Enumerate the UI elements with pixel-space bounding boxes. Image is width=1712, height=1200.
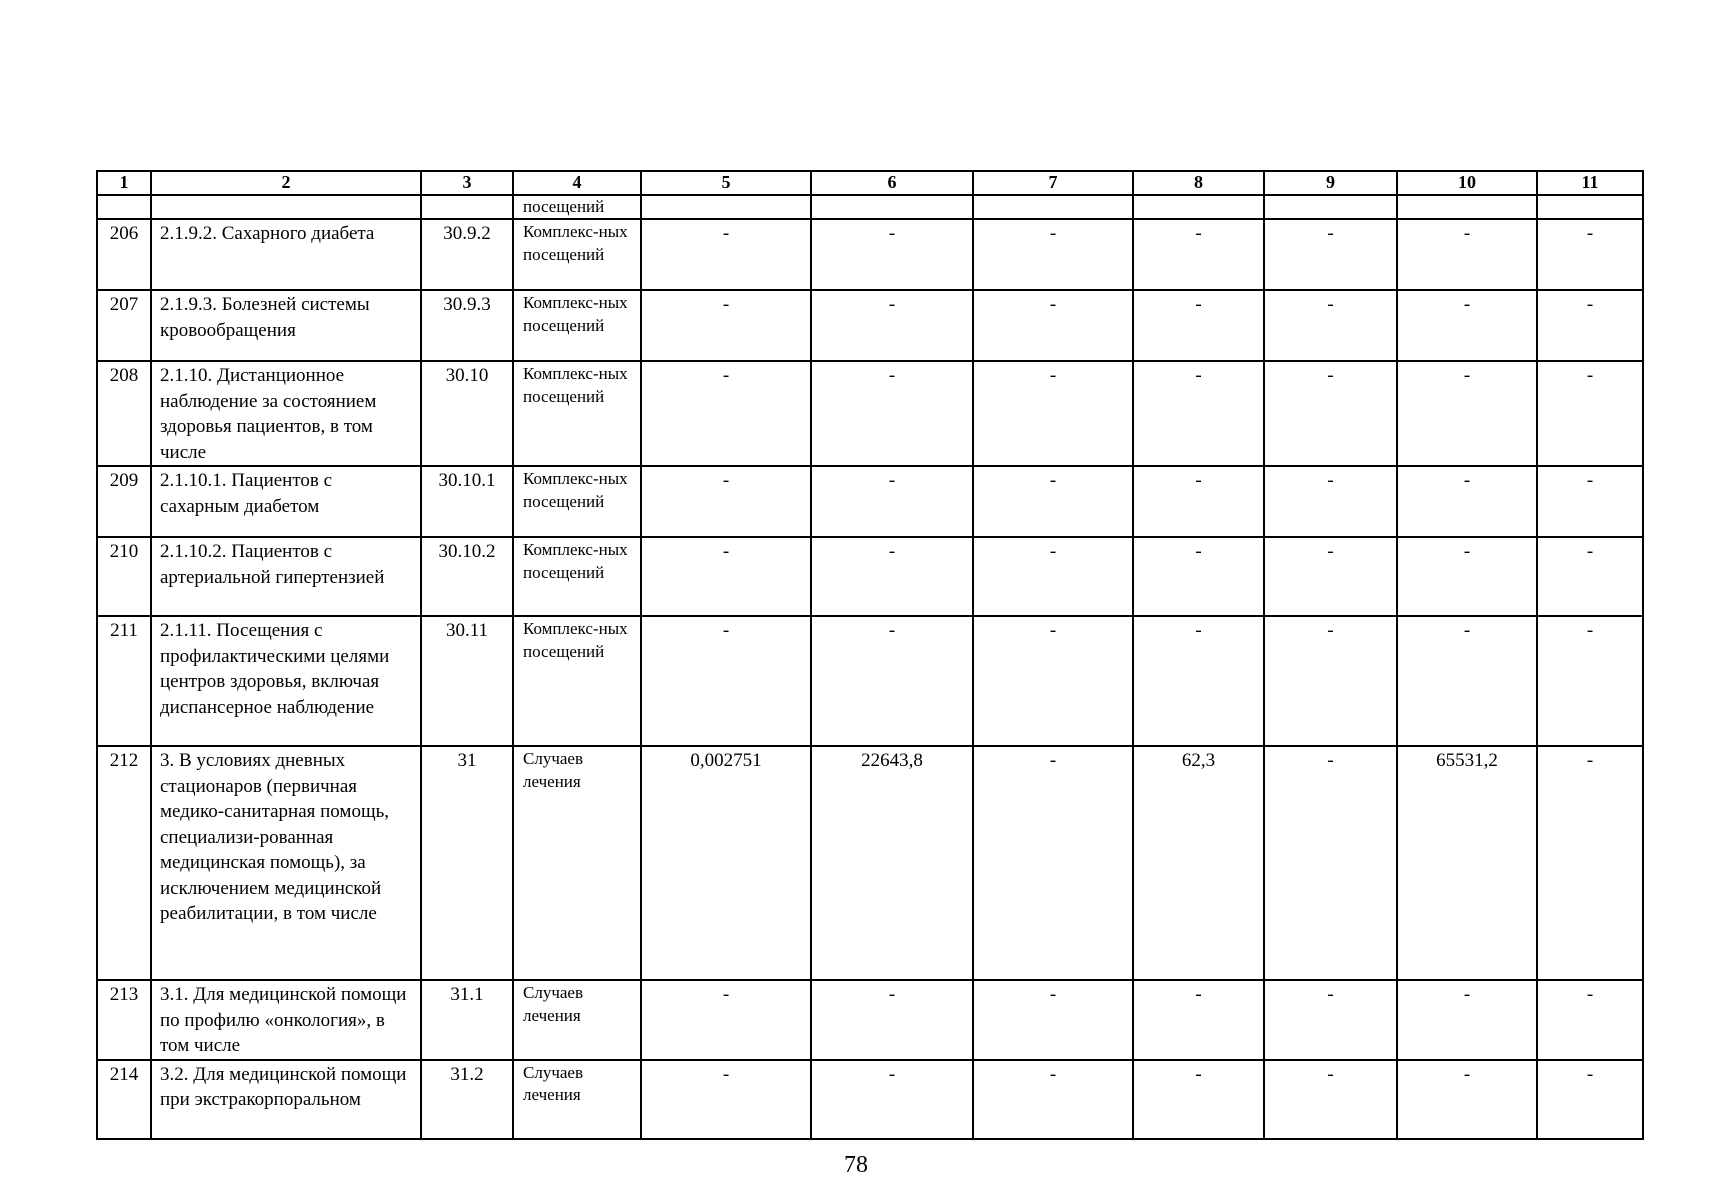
table-cell [151, 195, 421, 219]
value-cell-11: - [1537, 746, 1643, 980]
row-number: 214 [97, 1060, 151, 1139]
table-row [97, 466, 1643, 537]
value-cell-6: - [811, 361, 973, 466]
table-cell [1264, 195, 1397, 219]
table-row [97, 290, 1643, 361]
value-cell-6: - [811, 537, 973, 616]
value-cell-10: - [1397, 466, 1537, 537]
header-cell: 8 [1133, 171, 1264, 195]
header-cell: 2 [151, 171, 421, 195]
row-code: 30.9.2 [421, 219, 513, 290]
value-cell-7: - [973, 746, 1133, 980]
row-name: 2.1.9.3. Болезней системы кровообращения [151, 290, 421, 361]
unit-cell: посещений [513, 195, 641, 219]
value-cell-8: - [1133, 537, 1264, 616]
value-cell-6: - [811, 616, 973, 746]
table-cell [811, 195, 973, 219]
table-cell [421, 195, 513, 219]
document-table-container [96, 170, 1642, 1140]
table-cell [641, 195, 811, 219]
value-cell-9: - [1264, 219, 1397, 290]
table-cell [97, 195, 151, 219]
value-cell-9: - [1264, 980, 1397, 1060]
value-cell-5: - [641, 219, 811, 290]
value-cell-6: - [811, 219, 973, 290]
page-number: 78 [844, 1152, 868, 1178]
value-cell-10: - [1397, 290, 1537, 361]
value-cell-9: - [1264, 1060, 1397, 1139]
header-row [97, 171, 1643, 195]
unit-cell: Комплекс-ных посещений [513, 361, 641, 466]
unit-cell: Комплекс-ных посещений [513, 219, 641, 290]
row-code: 31.2 [421, 1060, 513, 1139]
value-cell-11: - [1537, 980, 1643, 1060]
value-cell-6: - [811, 466, 973, 537]
row-name: 3.1. Для медицинской помощи по профилю «онкология», в том числе [151, 980, 421, 1060]
row-code: 31.1 [421, 980, 513, 1060]
value-cell-8: - [1133, 290, 1264, 361]
unit-cell: Комплекс-ных посещений [513, 290, 641, 361]
value-cell-8: - [1133, 466, 1264, 537]
value-cell-6: - [811, 1060, 973, 1139]
value-cell-5: - [641, 290, 811, 361]
value-cell-7: - [973, 1060, 1133, 1139]
value-cell-9: - [1264, 746, 1397, 980]
unit-cell: Случаев лечения [513, 746, 641, 980]
unit-cell: Случаев лечения [513, 1060, 641, 1139]
row-name: 2.1.9.2. Сахарного диабета [151, 219, 421, 290]
value-cell-7: - [973, 537, 1133, 616]
value-cell-10: - [1397, 616, 1537, 746]
value-cell-11: - [1537, 466, 1643, 537]
header-cell: 7 [973, 171, 1133, 195]
table-row [97, 537, 1643, 616]
value-cell-8: - [1133, 616, 1264, 746]
row-number: 208 [97, 361, 151, 466]
row-number: 206 [97, 219, 151, 290]
header-cell: 6 [811, 171, 973, 195]
value-cell-5: - [641, 466, 811, 537]
row-name: 2.1.11. Посещения с профилактическими целями центров здоровья, включая диспансерное наблюдение [151, 616, 421, 746]
table-header [97, 171, 1643, 195]
value-cell-5: - [641, 537, 811, 616]
header-cell: 10 [1397, 171, 1537, 195]
row-code: 30.11 [421, 616, 513, 746]
value-cell-9: - [1264, 466, 1397, 537]
row-code: 31 [421, 746, 513, 980]
table-cell [1537, 195, 1643, 219]
row-name: 3. В условиях дневных стационаров (первичная медико-санитарная помощь, специализи-рованная медицинская помощь), за исключением медицинской реабилитации, в том числе [151, 746, 421, 980]
value-cell-8: - [1133, 361, 1264, 466]
header-cell: 5 [641, 171, 811, 195]
unit-cell: Комплекс-ных посещений [513, 537, 641, 616]
document-table [96, 170, 1644, 1140]
continuation-row [97, 195, 1643, 219]
row-code: 30.9.3 [421, 290, 513, 361]
table-row [97, 361, 1643, 466]
value-cell-5: - [641, 616, 811, 746]
table-row [97, 219, 1643, 290]
row-name: 2.1.10.2. Пациентов с артериальной гипертензией [151, 537, 421, 616]
value-cell-11: - [1537, 361, 1643, 466]
row-name: 3.2. Для медицинской помощи при экстракорпоральном [151, 1060, 421, 1139]
row-name: 2.1.10. Дистанционное наблюдение за состоянием здоровья пациентов, в том числе [151, 361, 421, 466]
table-row [97, 1060, 1643, 1139]
row-number: 209 [97, 466, 151, 537]
value-cell-7: - [973, 616, 1133, 746]
value-cell-10: 65531,2 [1397, 746, 1537, 980]
row-number: 213 [97, 980, 151, 1060]
unit-cell: Случаев лечения [513, 980, 641, 1060]
row-name: 2.1.10.1. Пациентов с сахарным диабетом [151, 466, 421, 537]
row-code: 30.10.2 [421, 537, 513, 616]
value-cell-9: - [1264, 361, 1397, 466]
value-cell-10: - [1397, 219, 1537, 290]
unit-cell: Комплекс-ных посещений [513, 616, 641, 746]
value-cell-6: 22643,8 [811, 746, 973, 980]
table-row [97, 616, 1643, 746]
value-cell-9: - [1264, 537, 1397, 616]
header-cell: 1 [97, 171, 151, 195]
row-number: 212 [97, 746, 151, 980]
value-cell-6: - [811, 290, 973, 361]
value-cell-10: - [1397, 361, 1537, 466]
value-cell-5: - [641, 1060, 811, 1139]
value-cell-11: - [1537, 1060, 1643, 1139]
header-cell: 9 [1264, 171, 1397, 195]
table-body [97, 195, 1643, 1139]
header-cell: 11 [1537, 171, 1643, 195]
row-number: 207 [97, 290, 151, 361]
value-cell-8: - [1133, 980, 1264, 1060]
header-cell: 4 [513, 171, 641, 195]
value-cell-5: - [641, 361, 811, 466]
table-cell [1397, 195, 1537, 219]
value-cell-10: - [1397, 980, 1537, 1060]
unit-cell: Комплекс-ных посещений [513, 466, 641, 537]
header-cell: 3 [421, 171, 513, 195]
row-number: 210 [97, 537, 151, 616]
value-cell-7: - [973, 466, 1133, 537]
value-cell-5: - [641, 980, 811, 1060]
value-cell-11: - [1537, 537, 1643, 616]
value-cell-6: - [811, 980, 973, 1060]
value-cell-10: - [1397, 1060, 1537, 1139]
value-cell-8: 62,3 [1133, 746, 1264, 980]
table-row [97, 980, 1643, 1060]
value-cell-7: - [973, 290, 1133, 361]
value-cell-7: - [973, 980, 1133, 1060]
value-cell-11: - [1537, 616, 1643, 746]
row-number: 211 [97, 616, 151, 746]
value-cell-10: - [1397, 537, 1537, 616]
value-cell-7: - [973, 219, 1133, 290]
value-cell-7: - [973, 361, 1133, 466]
value-cell-11: - [1537, 290, 1643, 361]
table-row [97, 746, 1643, 980]
row-code: 30.10.1 [421, 466, 513, 537]
value-cell-8: - [1133, 219, 1264, 290]
row-code: 30.10 [421, 361, 513, 466]
value-cell-9: - [1264, 616, 1397, 746]
value-cell-11: - [1537, 219, 1643, 290]
value-cell-9: - [1264, 290, 1397, 361]
table-cell [973, 195, 1133, 219]
value-cell-8: - [1133, 1060, 1264, 1139]
value-cell-5: 0,002751 [641, 746, 811, 980]
table-cell [1133, 195, 1264, 219]
